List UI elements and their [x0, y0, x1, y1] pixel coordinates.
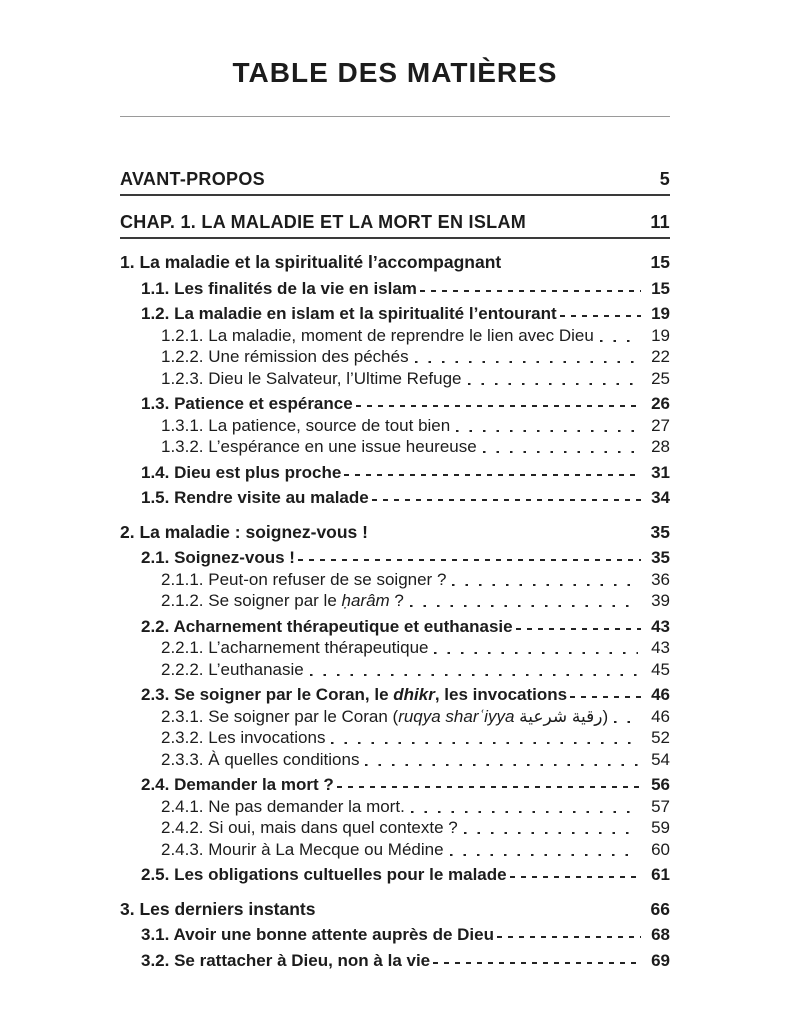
toc-entry-label: 1.2.3. Dieu le Salvateur, l’Ultime Refuge: [161, 368, 462, 388]
toc-entry: [120, 796, 670, 818]
toc-entry-page: 43: [651, 638, 670, 657]
dash-leader: [343, 462, 642, 484]
toc-entry: [120, 590, 670, 612]
toc-entry-label: 2.4.2. Si oui, mais dans quel contexte ?: [161, 818, 458, 837]
toc-entry: [120, 817, 670, 839]
toc-entry-label: 2.3.2. Les invocations: [161, 728, 326, 747]
toc-header-list: [120, 169, 670, 239]
toc-entry: [120, 346, 670, 368]
toc-entry-label: 1.5. Rendre visite au malade: [141, 488, 369, 507]
toc-entry-page: 46: [651, 706, 670, 726]
leader-spacer: [318, 899, 643, 921]
toc-entry-page: 15: [650, 252, 670, 272]
toc-entry-label: 1. La maladie et la spiritualité l’accompagnant: [120, 252, 502, 272]
toc-entry-label: 2.2.2. L’euthanasie: [161, 659, 304, 679]
toc-entry-label: 3.2. Se rattacher à Dieu, non à la vie: [141, 950, 431, 970]
dash-leader: [419, 278, 642, 300]
toc-entry-page: 19: [651, 304, 670, 323]
dot-leader: [464, 368, 643, 390]
dot-leader: [361, 749, 642, 771]
toc-entry-label: 1.2. La maladie en islam et la spiritualité l’entourant: [141, 304, 557, 323]
toc-entry: [120, 436, 670, 458]
toc-entry: [120, 684, 670, 706]
dash-leader: [432, 950, 642, 972]
toc-entry: [120, 462, 670, 484]
toc-entry: [120, 899, 670, 921]
toc-entry-label: 2.4. Demander la mort ?: [141, 775, 334, 794]
page-title: TABLE DES MATIÈRES: [232, 57, 558, 88]
toc-entry-list: [120, 252, 670, 971]
toc-entry-page: 59: [651, 818, 670, 837]
dot-leader: [610, 706, 642, 728]
toc-entry-page: 26: [651, 394, 670, 413]
title-divider: [120, 116, 670, 117]
toc-entry-page: 34: [651, 488, 670, 507]
dot-leader: [407, 796, 642, 818]
dot-leader: [596, 325, 642, 347]
toc-entry-label: 2.4.3. Mourir à La Mecque ou Médine: [161, 839, 444, 859]
dot-leader: [452, 415, 642, 437]
toc-entry-label: 2.1.2. Se soigner par le ḥarâm ?: [161, 591, 404, 610]
toc-entry: [120, 637, 670, 659]
toc-entry-page: 35: [651, 548, 670, 567]
toc-entry-label: 2.5. Les obligations cultuelles pour le malade: [141, 865, 507, 884]
toc-entry-page: 46: [651, 685, 670, 704]
toc-entry-label: 1.1. Les finalités de la vie en islam: [141, 278, 417, 298]
leader-spacer: [370, 522, 642, 544]
dot-leader: [327, 727, 642, 749]
toc-entry-label: 2.3.1. Se soigner par le Coran (ruqya sharʿiyya رقية شرعية): [161, 706, 609, 726]
toc-entry: [120, 774, 670, 796]
toc-entry: [120, 487, 670, 509]
toc-header-label: CHAP. 1. LA MALADIE ET LA MORT EN ISLAM: [120, 212, 527, 232]
toc-entry: [120, 659, 670, 681]
toc-entry-page: 25: [651, 368, 670, 388]
dash-leader: [355, 393, 642, 415]
toc-entry-label: 2.1.1. Peut-on refuser de se soigner ?: [161, 569, 447, 589]
toc-entry-label: 3.1. Avoir une bonne attente auprès de Dieu: [141, 925, 494, 944]
toc-header-label: AVANT-PROPOS: [120, 169, 265, 189]
toc-header-row: [120, 212, 670, 239]
toc-entry-page: 68: [651, 925, 670, 944]
toc-entry: [120, 839, 670, 861]
toc-entry-page: 60: [651, 839, 670, 859]
toc-entry: [120, 616, 670, 638]
toc-entry: [120, 415, 670, 437]
toc-entry-page: 39: [651, 591, 670, 610]
dot-leader: [446, 839, 642, 861]
toc-entry: [120, 749, 670, 771]
toc-entry-label: 1.4. Dieu est plus proche: [141, 462, 342, 482]
toc-entry-label: 2.3. Se soigner par le Coran, le dhikr, les invocations: [141, 685, 568, 704]
toc-entry: [120, 706, 670, 728]
toc-entry-label: 2.1. Soignez-vous !: [141, 548, 295, 567]
dash-leader: [509, 864, 642, 886]
toc-entry-page: 56: [651, 775, 670, 794]
toc-entry: [120, 368, 670, 390]
toc-entry: [120, 325, 670, 347]
toc-entry: [120, 303, 670, 325]
dot-leader: [479, 436, 642, 458]
toc-entry-label: 2.2. Acharnement thérapeutique et euthanasie: [141, 616, 513, 636]
toc-entry-label: 2.2.1. L’acharnement thérapeutique: [161, 638, 429, 657]
dash-leader: [569, 684, 642, 706]
toc-entry-page: 52: [651, 728, 670, 747]
toc-header-page: 11: [650, 212, 670, 232]
toc-entry: [120, 393, 670, 415]
toc-entry-page: 31: [651, 462, 670, 482]
leader-spacer: [503, 252, 642, 274]
toc-entry-page: 15: [651, 278, 670, 298]
toc-entry-page: 19: [651, 325, 670, 345]
toc-entry-label: 2. La maladie : soignez-vous !: [120, 521, 368, 542]
toc-entry: [120, 864, 670, 886]
toc-entry: [120, 569, 670, 591]
toc-entry: [120, 252, 670, 274]
toc-entry: [120, 727, 670, 749]
toc-entry-page: 35: [650, 521, 670, 542]
toc-entry-page: 69: [651, 950, 670, 970]
dot-leader: [406, 590, 642, 612]
toc-entry-label: 1.2.2. Une rémission des péchés: [161, 347, 409, 366]
dash-leader: [336, 774, 642, 796]
toc-entry-label: 2.3.3. À quelles conditions: [161, 749, 360, 769]
toc-entry-page: 27: [651, 415, 670, 435]
dash-leader: [515, 616, 642, 638]
toc-entry-page: 57: [651, 796, 670, 816]
toc-entry: [120, 547, 670, 569]
toc-entry-label: 1.3. Patience et espérance: [141, 394, 353, 413]
toc-entry-page: 36: [651, 569, 670, 589]
toc-entry-page: 66: [650, 898, 670, 919]
toc-entry: [120, 278, 670, 300]
dash-leader: [371, 487, 642, 509]
toc-entry: [120, 522, 670, 544]
dash-leader: [559, 303, 642, 325]
toc-entry-page: 45: [651, 659, 670, 679]
toc-entry: [120, 924, 670, 946]
toc-entry-page: 28: [651, 437, 670, 456]
toc-entry: [120, 950, 670, 972]
toc-entry-page: 22: [651, 347, 670, 366]
dot-leader: [430, 637, 642, 659]
toc-header-row: [120, 169, 670, 196]
toc-entry-label: 1.3.1. La patience, source de tout bien: [161, 415, 451, 435]
dot-leader: [306, 659, 642, 681]
toc-entry-page: 43: [651, 616, 670, 636]
toc-entry-page: 54: [651, 749, 670, 769]
dash-leader: [297, 547, 642, 569]
toc-entry-label: 2.4.1. Ne pas demander la mort.: [161, 796, 405, 816]
toc-entry-page: 61: [651, 865, 670, 884]
dot-leader: [411, 346, 642, 368]
toc-entry-label: 3. Les derniers instants: [120, 898, 316, 919]
toc-header-page: 5: [659, 169, 670, 189]
dot-leader: [460, 817, 642, 839]
toc-entry-label: 1.2.1. La maladie, moment de reprendre le lien avec Dieu: [161, 325, 594, 345]
toc-entry-label: 1.3.2. L’espérance en une issue heureuse: [161, 437, 477, 456]
dash-leader: [496, 924, 642, 946]
dot-leader: [448, 569, 642, 591]
